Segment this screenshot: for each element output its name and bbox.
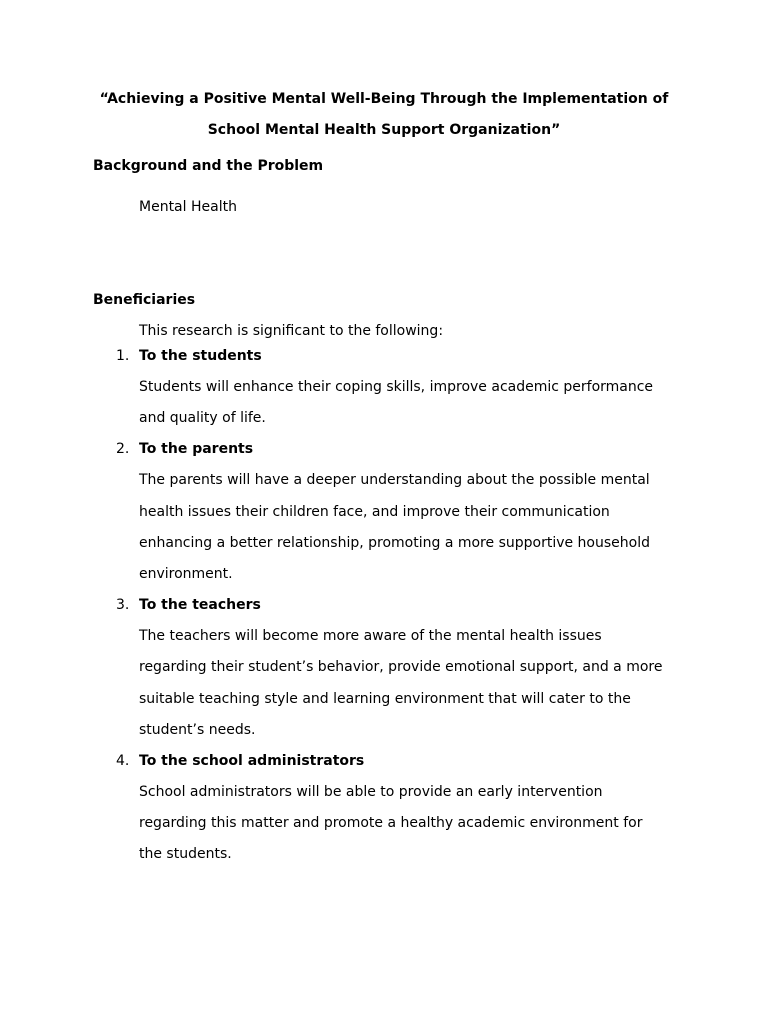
background-heading: Background and the Problem bbox=[93, 158, 324, 174]
title-line-2: School Mental Health Support Organization” bbox=[207, 122, 561, 138]
list-item bbox=[93, 746, 678, 871]
list-item-text-line: enhancing a better relationship, promoting a more supportive household bbox=[139, 534, 650, 551]
list-item bbox=[93, 590, 678, 746]
list-item-text-line: regarding this matter and promote a healthy academic environment for bbox=[139, 815, 643, 832]
list-item bbox=[93, 341, 678, 434]
list-item-text-line: The teachers will become more aware of the mental health issues bbox=[139, 628, 602, 645]
list-item-heading bbox=[93, 746, 678, 777]
list-item-title: To the teachers bbox=[139, 597, 261, 614]
list-item-number: 2. bbox=[116, 441, 130, 458]
list-item-text-line: The parents will have a deeper understanding about the possible mental bbox=[139, 472, 650, 489]
list-item-text-line: health issues their children face, and improve their communication bbox=[139, 503, 610, 520]
list-item-text-line: the students. bbox=[139, 846, 232, 863]
list-item-text-line: and quality of life. bbox=[139, 410, 266, 427]
list-item-number: 4. bbox=[116, 753, 130, 770]
list-item-heading bbox=[93, 590, 678, 621]
beneficiaries-heading: Beneficiaries bbox=[93, 292, 196, 308]
list-item-heading bbox=[93, 434, 678, 465]
list-item-text-line: suitable teaching style and learning environment that will cater to the bbox=[139, 690, 631, 707]
document-page bbox=[93, 84, 678, 871]
beneficiaries-intro: This research is significant to the following: bbox=[139, 323, 444, 339]
list-item-title: To the students bbox=[139, 348, 262, 364]
list-item-number: 1. bbox=[116, 348, 130, 364]
list-item-text-line: student’s needs. bbox=[139, 721, 256, 738]
list-item-title: To the parents bbox=[139, 441, 254, 458]
list-item-text-line: environment. bbox=[139, 566, 233, 583]
title-line-1: “Achieving a Positive Mental Well-Being Through the Implementation of bbox=[99, 91, 669, 107]
list-item bbox=[93, 434, 678, 590]
list-item-text-line: School administrators will be able to provide an early intervention bbox=[139, 784, 603, 801]
document-title bbox=[93, 84, 675, 146]
list-item-text-line: Students will enhance their coping skills, improve academic performance bbox=[139, 379, 654, 395]
list-item-title: To the school administrators bbox=[139, 753, 365, 770]
beneficiaries-list bbox=[93, 341, 678, 871]
list-item-number: 3. bbox=[116, 597, 130, 614]
background-topic: Mental Health bbox=[139, 199, 237, 215]
list-item-text-line: regarding their student’s behavior, provide emotional support, and a more bbox=[139, 659, 663, 676]
list-item-heading bbox=[93, 341, 678, 372]
